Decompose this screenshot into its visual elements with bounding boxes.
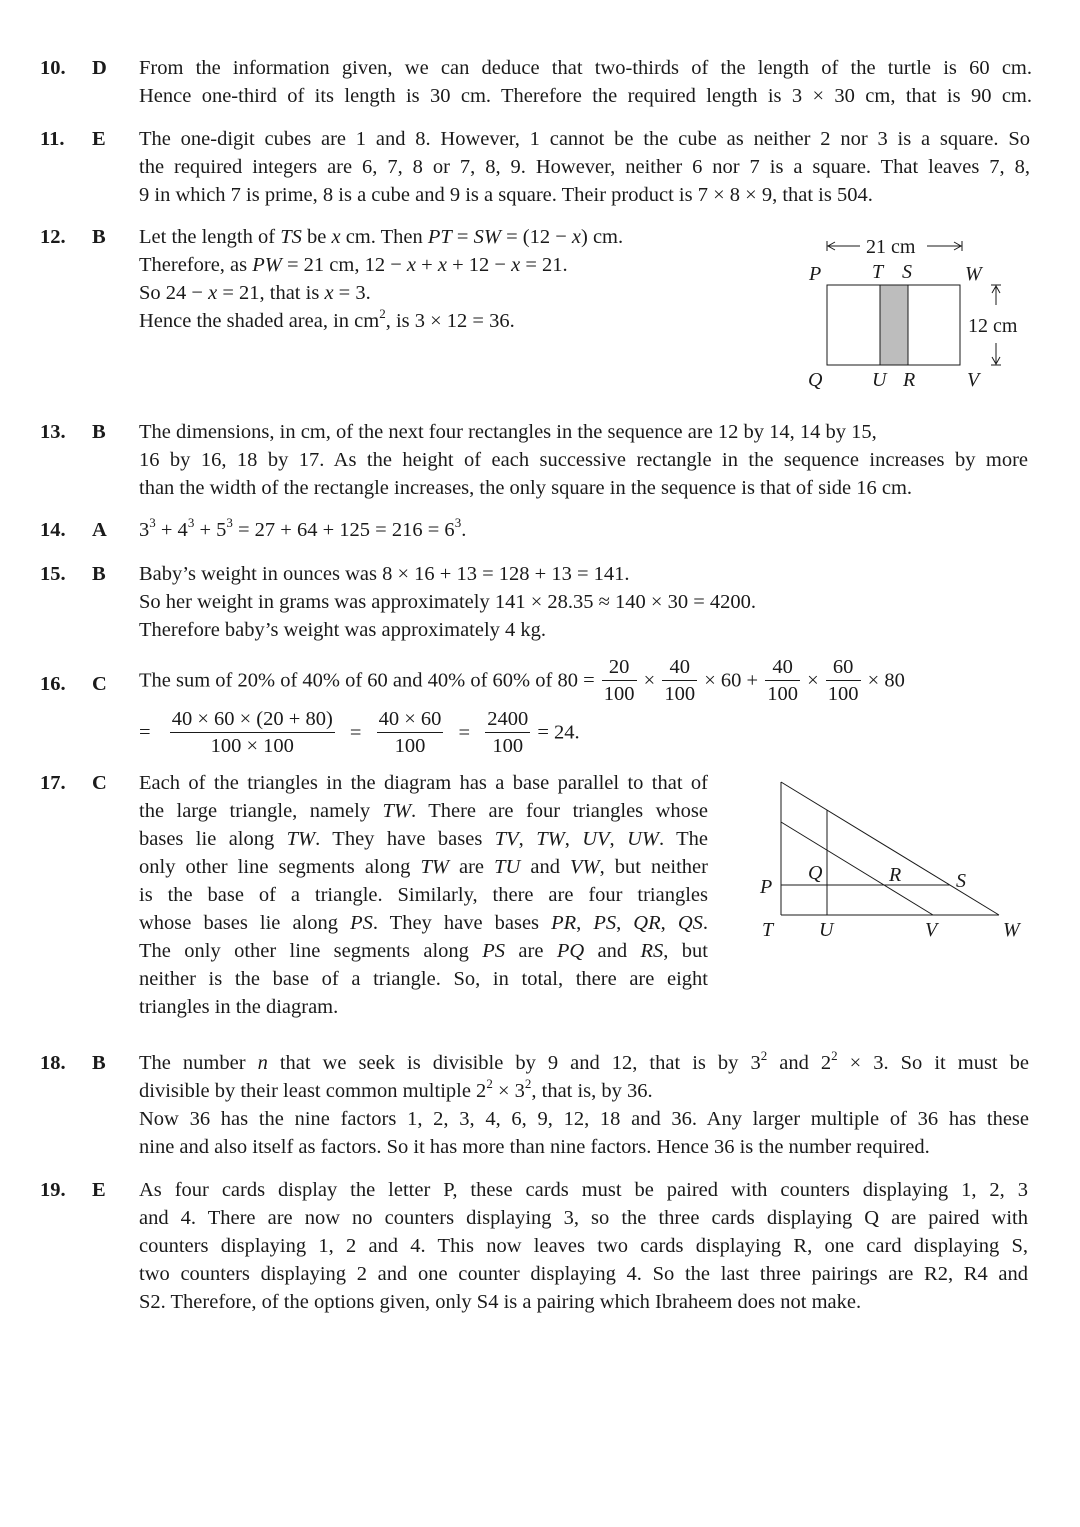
text-line: As four cards display the letter P, these cards must be paired with counters displaying 1, 2, 3	[139, 1179, 1028, 1201]
shaded-strip	[880, 285, 908, 365]
height-label: 12 cm	[968, 315, 1018, 337]
question-number: 12.	[40, 226, 66, 248]
segment-to-V	[781, 822, 933, 915]
answer-letter: B	[92, 226, 106, 248]
question-number: 10.	[40, 57, 66, 79]
label-T: T	[762, 919, 774, 941]
label-U: U	[819, 919, 834, 941]
text-line: Hence the shaded area, in $cm^2$, is 3 × 12 = 36.	[139, 306, 515, 332]
label-V: V	[925, 919, 938, 941]
text-line: Therefore, as PW = 21 cm, 12 − x + x + 12 − x = 21.	[139, 254, 568, 276]
text-line: Each of the triangles in the diagram has a base parallel to that of	[139, 772, 708, 794]
rectangle-diagram	[800, 228, 1040, 398]
label-T: T	[872, 261, 884, 283]
width-label: 21 cm	[866, 236, 916, 258]
text-line: the required integers are 6, 7, 8 or 7, 8, 9. However, neither 6 nor 7 is a square. That leaves 7, 8,	[139, 156, 1030, 178]
equation-line-2	[139, 706, 580, 759]
equals-sign: =	[458, 721, 471, 744]
text-line: Hence one-third of its length is 30 cm. Therefore the required length is 3 × 30 cm, that is 90 cm.	[139, 85, 1032, 107]
text-line: the large triangle, namely TW. There are four triangles whose	[139, 800, 708, 822]
answer-letter: B	[92, 563, 106, 585]
answer-letter: C	[92, 673, 107, 695]
label-S: S	[956, 870, 966, 892]
text-segment: × 60 +	[704, 669, 759, 692]
triangle-diagram	[750, 772, 1040, 952]
text-line: neither is the base of a triangle. So, in total, there are eight	[139, 968, 708, 990]
text-line: than the width of the rectangle increases, the only square in the sequence is that of side 16 cm.	[139, 477, 913, 499]
text-line: whose bases lie along PS. They have bases PR, PS, QR, QS.	[139, 912, 708, 934]
text-line: counters displaying 1, 2 and 4. This now leaves two cards displaying R, one card displaying S,	[139, 1235, 1028, 1257]
text-line: The one-digit cubes are 1 and 8. However, 1 cannot be the cube as neither 2 nor 3 is a square. So	[139, 128, 1030, 150]
label-W: W	[1003, 919, 1020, 941]
text-line: nine and also itself as factors. So it has more than nine factors. Hence 36 is the number required.	[139, 1136, 930, 1158]
fraction: $\frac{40 \times 60 \times (20 + 80)}{100 \times 100}$	[171, 708, 333, 757]
text-line: From the information given, we can deduce that two-thirds of the length of the turtle is 60 cm.	[139, 57, 1032, 79]
label-P: P	[809, 263, 822, 285]
text-line: 9 in which 7 is prime, 8 is a cube and 9 is a square. Their product is 7 × 8 × 9, that is 504.	[139, 184, 873, 206]
fraction: $\frac{2400}{100}$	[487, 708, 529, 757]
text-line: Now 36 has the nine factors 1, 2, 3, 4, 6, 9, 12, 18 and 36. Any larger multiple of 36 has these	[139, 1108, 1029, 1130]
label-Q: Q	[808, 862, 823, 884]
equals-sign: =	[139, 721, 151, 744]
label-R: R	[903, 369, 916, 391]
answer-letter: C	[92, 772, 107, 794]
question-number: 13.	[40, 421, 66, 443]
times-sign: ×	[807, 669, 819, 692]
text-line: $3^3 + 4^3 + 5^3 = 27 + 64 + 125 = 216 = 6^3$.	[139, 515, 467, 541]
question-number: 19.	[40, 1179, 66, 1201]
label-W: W	[965, 263, 982, 285]
answer-letter: D	[92, 57, 107, 79]
label-Q: Q	[808, 369, 823, 391]
text-line: only other line segments along TW are TU and VW, but neither	[139, 856, 708, 878]
label-V: V	[967, 369, 980, 391]
hypotenuse	[781, 782, 999, 915]
text-line: The number n that we seek is divisible by 9 and 12, that is by $3^2$ and $2^2 \times 3$. So it must be	[139, 1048, 1030, 1074]
question-number: 18.	[40, 1052, 66, 1074]
text-line: Let the length of TS be x cm. Then PT = SW = (12 − x) cm.	[139, 226, 624, 248]
fraction: $\frac{40}{100}$	[664, 656, 696, 705]
text-line: So her weight in grams was approximately 141 × 28.35 ≈ 140 × 30 = 4200.	[139, 591, 757, 613]
text-segment: The sum of 20% of 40% of 60 and 40% of 60% of 80 =	[139, 669, 595, 692]
question-number: 17.	[40, 772, 66, 794]
label-R: R	[889, 864, 902, 886]
text-line: The dimensions, in cm, of the next four rectangles in the sequence are 12 by 14, 14 by 15,	[139, 421, 877, 443]
answer-letter: E	[92, 128, 106, 150]
answer-letter: E	[92, 1179, 106, 1201]
text-line: 16 by 16, 18 by 17. As the height of each successive rectangle in the sequence increases by more	[139, 449, 1028, 471]
text-line: bases lie along TW. They have bases TV, TW, UV, UW. The	[139, 828, 708, 850]
question-number: 15.	[40, 563, 66, 585]
fraction: $\frac{20}{100}$	[603, 656, 635, 705]
fraction: $\frac{40}{100}$	[767, 656, 798, 705]
answer-letter: A	[92, 519, 107, 541]
text-line: triangles in the diagram.	[139, 996, 339, 1018]
text-line: Therefore baby’s weight was approximately 4 kg.	[139, 619, 547, 641]
question-number: 16.	[40, 673, 66, 695]
result: = 24.	[537, 721, 580, 744]
label-P: P	[760, 876, 773, 898]
answer-letter: B	[92, 421, 106, 443]
label-S: S	[902, 261, 912, 283]
answer-letter: B	[92, 1052, 106, 1074]
question-number: 11.	[40, 128, 65, 150]
fraction: $\frac{40 \times 60}{100}$	[378, 708, 442, 757]
fraction: $\frac{60}{100}$	[827, 656, 859, 705]
text-line: two counters displaying 2 and one counter displaying 4. So the last three pairings are R2, R4 and	[139, 1263, 1028, 1285]
text-line: The only other line segments along PS are PQ and RS, but	[139, 940, 708, 962]
text-line: S2. Therefore, of the options given, only S4 is a pairing which Ibraheem does not make.	[139, 1291, 862, 1313]
question-number: 14.	[40, 519, 66, 541]
text-line: divisible by their least common multiple $2^2 \times 3^2$, that is, by 36.	[139, 1076, 653, 1102]
text-line: Baby’s weight in ounces was 8 × 16 + 13 = 128 + 13 = 141.	[139, 563, 630, 585]
equation-line-1	[139, 654, 905, 707]
label-U: U	[872, 369, 887, 391]
text-line: and 4. There are now no counters displaying 3, so the three cards displaying Q are paired with	[139, 1207, 1028, 1229]
text-line: is the base of a triangle. Similarly, there are four triangles	[139, 884, 708, 906]
text-segment: × 80	[867, 669, 905, 692]
equals-sign: =	[349, 721, 362, 744]
text-line: So 24 − x = 21, that is x = 3.	[139, 282, 371, 304]
times-sign: ×	[643, 669, 656, 692]
